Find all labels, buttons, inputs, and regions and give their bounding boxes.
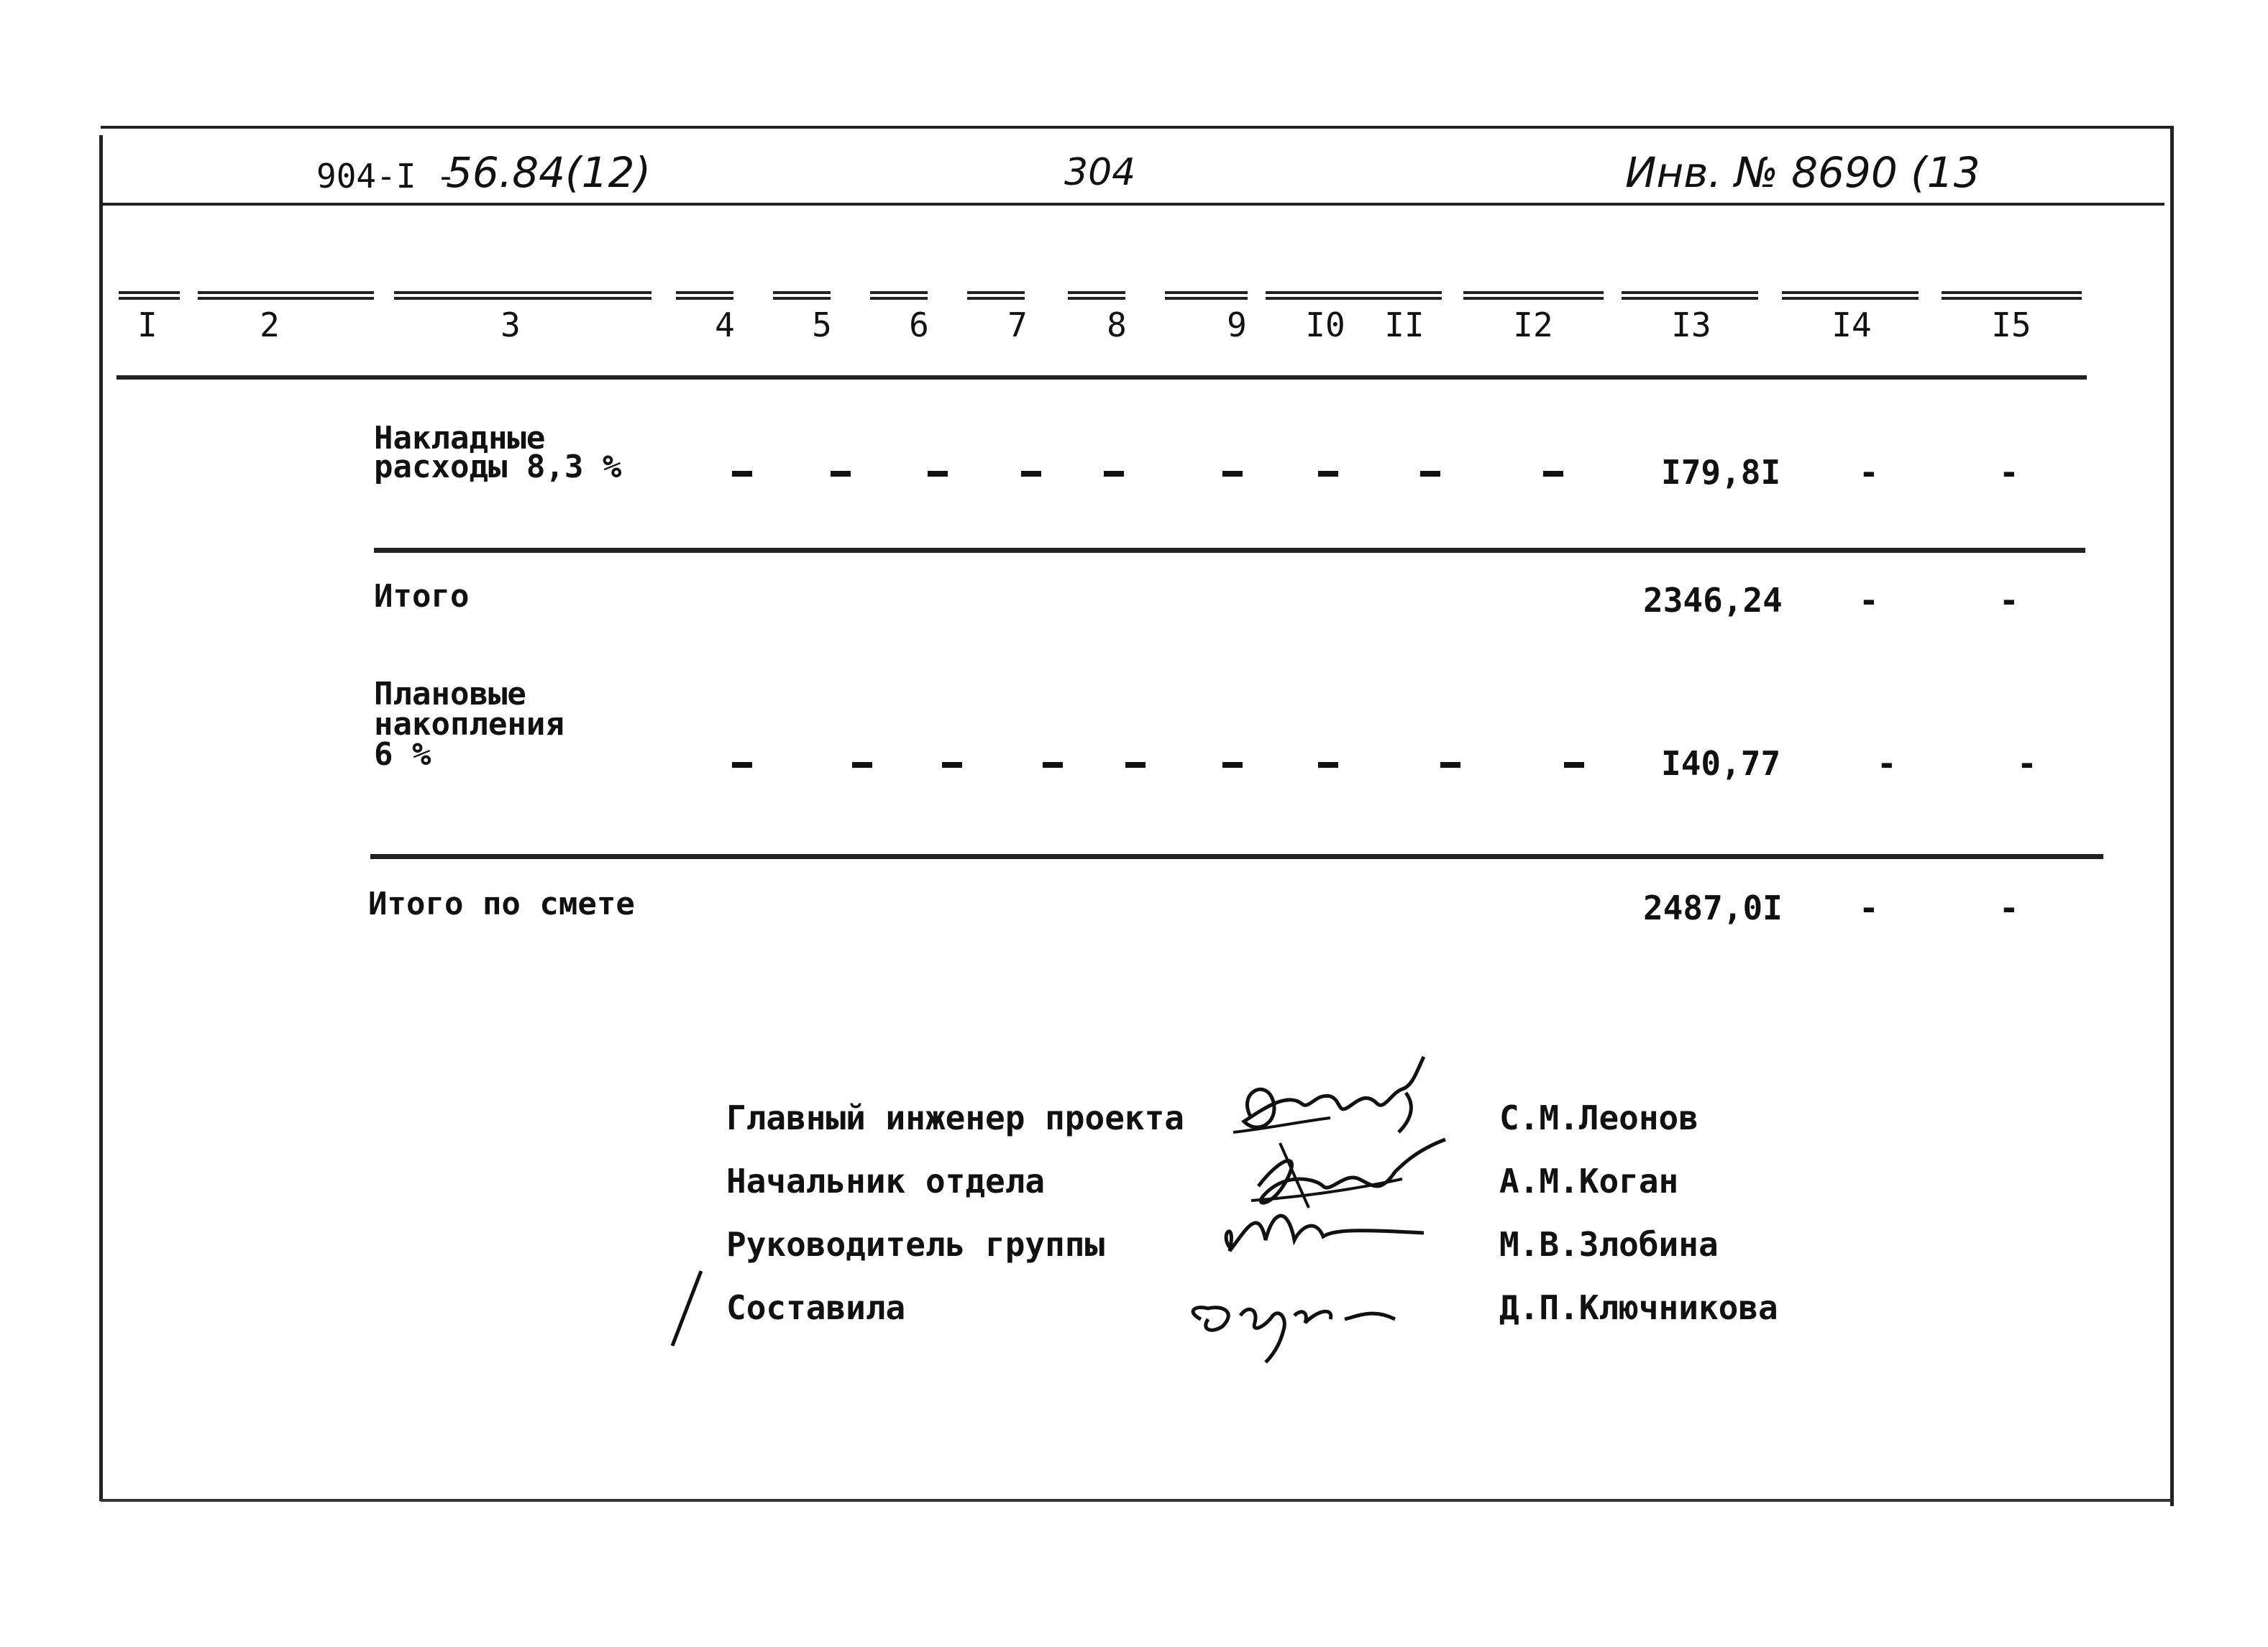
column-number: 8 [1107, 306, 1127, 344]
row-value-col14: - [1859, 581, 1879, 620]
col-rule-3 [394, 291, 651, 300]
row-label-line: Итого [374, 578, 470, 615]
column-number: I0 [1305, 306, 1345, 344]
signer-name: А.М.Коган [1499, 1162, 1679, 1201]
row-value-col13: 2487,0I [1643, 889, 1783, 927]
col-rule-10-11 [1266, 291, 1442, 300]
col-rule-7 [967, 291, 1025, 300]
page-number: 304 [1064, 151, 1136, 194]
inventory-number: Инв. № 8690 (13 [1625, 148, 1980, 197]
header-bottom-rule [116, 375, 2087, 380]
column-number: I4 [1832, 306, 1872, 344]
signature-klyuchnikova [1179, 1276, 1424, 1370]
col-rule-15 [1942, 291, 2082, 300]
row-label-line: Итого по смете [368, 886, 635, 922]
row-separator [370, 854, 2103, 859]
col-rule-6 [870, 291, 928, 300]
column-number: 4 [715, 306, 735, 344]
col-rule-2 [198, 291, 374, 300]
signer-name: М.В.Злобина [1499, 1225, 1719, 1264]
frame-right-border [2170, 126, 2174, 1506]
row-value-col14: - [1859, 889, 1879, 927]
column-number: II [1384, 306, 1425, 344]
signer-title: Составила [726, 1288, 906, 1327]
column-number: I3 [1671, 306, 1711, 344]
col-rule-13 [1622, 291, 1758, 300]
row-label-line: накопления [374, 706, 564, 743]
signer-title: Главный инженер проекта [726, 1098, 1184, 1137]
row-value-col15: - [1999, 581, 2019, 620]
col-rule-8 [1068, 291, 1125, 300]
row-value-col14: - [1877, 744, 1897, 783]
header-divider [101, 203, 2164, 206]
row-label-line: расходы 8,3 % [374, 449, 622, 485]
col-rule-9 [1165, 291, 1248, 300]
signer-title: Начальник отдела [726, 1162, 1046, 1201]
row-value-col13: 2346,24 [1643, 581, 1783, 620]
signer-name: С.М.Леонов [1499, 1098, 1698, 1137]
row-value-col13: I40,77 [1661, 744, 1781, 783]
signer-title: Руководитель группы [726, 1225, 1105, 1264]
row-label-line: Плановые [374, 676, 526, 712]
col-rule-4 [676, 291, 733, 300]
column-number: I2 [1513, 306, 1553, 344]
doc-code-handwritten: 56.84(12) [446, 148, 651, 197]
column-number: I [137, 306, 157, 344]
column-number: 3 [500, 306, 521, 344]
row-value-col15: - [1999, 889, 2019, 927]
column-number: 7 [1007, 306, 1028, 344]
row-value-col15: - [1999, 453, 2019, 492]
col-rule-12 [1463, 291, 1604, 300]
row-label-line: Накладные [374, 420, 546, 457]
column-number: 5 [812, 306, 832, 344]
col-rule-14 [1782, 291, 1919, 300]
row-value-col13: I79,8I [1661, 453, 1781, 492]
frame-top-border [101, 126, 2172, 129]
row-value-col14: - [1859, 453, 1879, 492]
signature-zlobina [1215, 1197, 1445, 1269]
frame-left-border [99, 135, 103, 1501]
row-value-col15: - [2017, 744, 2037, 783]
row-separator [374, 548, 2085, 553]
row-label-line: 6 % [374, 736, 431, 773]
col-rule-1 [119, 291, 180, 300]
column-number: I5 [1991, 306, 2031, 344]
column-number: 6 [909, 306, 929, 344]
margin-mark [665, 1265, 708, 1352]
column-number: 2 [260, 306, 280, 344]
column-number: 9 [1227, 306, 1247, 344]
frame-bottom-border [101, 1499, 2172, 1502]
doc-code-printed: 904-I - [316, 157, 456, 196]
col-rule-5 [773, 291, 831, 300]
signer-name: Д.П.Ключникова [1499, 1288, 1778, 1327]
